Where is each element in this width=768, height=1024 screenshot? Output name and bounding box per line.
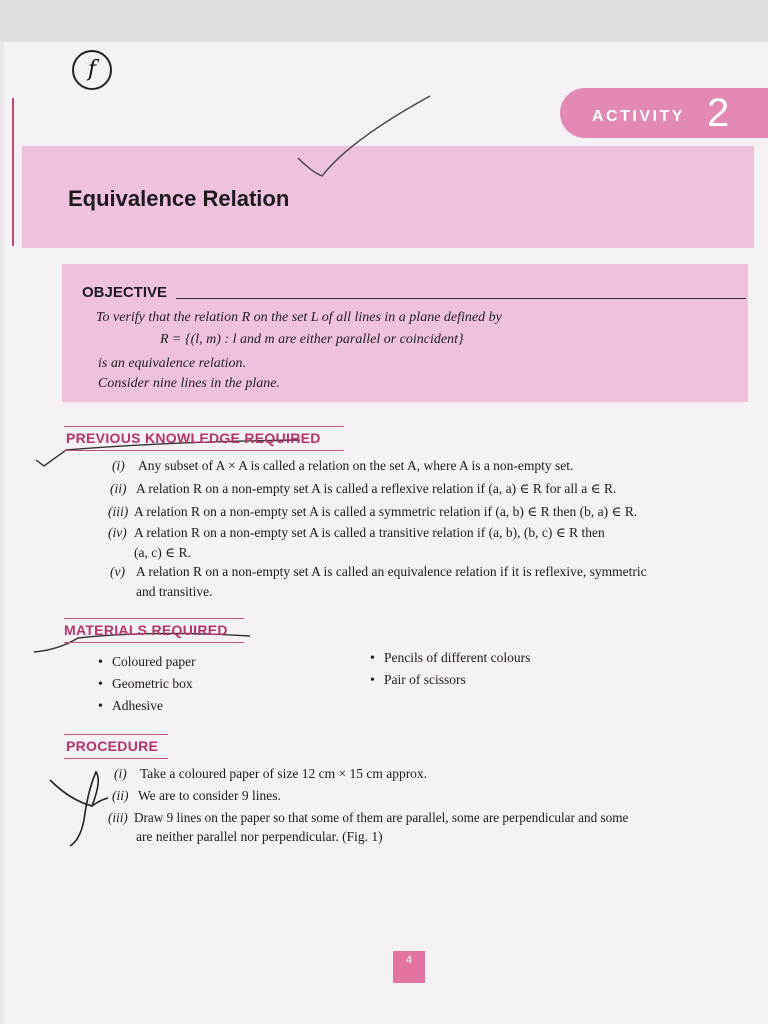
- objective-rule: [176, 298, 746, 299]
- section-rule: [64, 734, 168, 735]
- item-text: A relation R on a non-empty set A is called a transitive relation if (a, b), (b, c) ∈ R then: [134, 525, 605, 540]
- knowledge-item: [110, 481, 616, 497]
- objective-line: is an equivalence relation.: [98, 356, 246, 371]
- top-background-strip: [0, 0, 768, 42]
- objective-line: Consider nine lines in the plane.: [98, 376, 280, 391]
- section-rule: [64, 618, 244, 619]
- page-number-badge: 4: [393, 951, 425, 983]
- materials-heading: MATERIALS REQUIRED: [64, 622, 228, 638]
- material-item: • Geometric box: [98, 676, 193, 693]
- knowledge-item: [108, 525, 605, 541]
- step-number: (ii): [112, 788, 129, 803]
- procedure-heading: PROCEDURE: [66, 738, 159, 754]
- objective-line: R = {(l, m) : l and m are either parallel or coincident}: [160, 332, 464, 347]
- knowledge-item: [112, 458, 573, 474]
- item-number: (iii): [108, 504, 129, 519]
- knowledge-item: [110, 564, 647, 580]
- handwritten-circle-label: f: [72, 50, 112, 90]
- objective-heading: OBJECTIVE: [82, 284, 168, 301]
- knowledge-item-continuation: and transitive.: [136, 584, 213, 599]
- material-item: • Adhesive: [98, 698, 163, 715]
- step-text: Take a coloured paper of size 12 cm × 15 cm approx.: [140, 766, 428, 781]
- procedure-step: [108, 810, 628, 826]
- section-rule: [64, 450, 344, 451]
- procedure-step-continuation: are neither parallel nor perpendicular. (Fig. 1): [136, 829, 383, 844]
- objective-line: To verify that the relation R on the set L of all lines in a plane defined by: [96, 310, 502, 325]
- previous-knowledge-heading: PREVIOUS KNOWLEDGE REQUIRED: [66, 430, 321, 446]
- step-text: We are to consider 9 lines.: [138, 788, 281, 803]
- item-text: A relation R on a non-empty set A is called a reflexive relation if (a, a) ∈ R for all a ∈ R.: [136, 481, 617, 496]
- knowledge-item-continuation: (a, c) ∈ R.: [134, 545, 191, 560]
- item-text: A relation R on a non-empty set A is called a symmetric relation if (a, b) ∈ R then (b, a) ∈ R.: [134, 504, 638, 519]
- step-number: (iii): [108, 810, 128, 825]
- material-item: • Coloured paper: [98, 654, 196, 671]
- section-rule: [64, 758, 168, 759]
- material-item: • Pair of scissors: [370, 672, 466, 689]
- activity-word: ACTIVITY: [592, 108, 685, 125]
- procedure-step: [114, 766, 427, 782]
- knowledge-item: [108, 504, 637, 520]
- item-number: (iv): [108, 525, 127, 540]
- page-margin-mark: [12, 98, 14, 246]
- procedure-step: [112, 788, 281, 804]
- item-text: Any subset of A × A is called a relation on the set A, where A is a non-empty set.: [138, 458, 574, 473]
- page-title: Equivalence Relation: [68, 186, 290, 211]
- material-item: • Pencils of different colours: [370, 650, 530, 667]
- item-number: (v): [110, 564, 125, 579]
- step-number: (i): [114, 766, 127, 781]
- item-number: (ii): [110, 481, 127, 496]
- item-number: (i): [112, 458, 125, 473]
- step-text: Draw 9 lines on the paper so that some of them are parallel, some are perpendicular and some: [134, 810, 629, 825]
- section-rule: [64, 426, 344, 427]
- section-rule: [64, 642, 244, 643]
- item-text: A relation R on a non-empty set A is called an equivalence relation if it is reflexive, symmetric: [136, 564, 647, 579]
- activity-tab: [560, 88, 768, 138]
- activity-number: 2: [707, 91, 730, 135]
